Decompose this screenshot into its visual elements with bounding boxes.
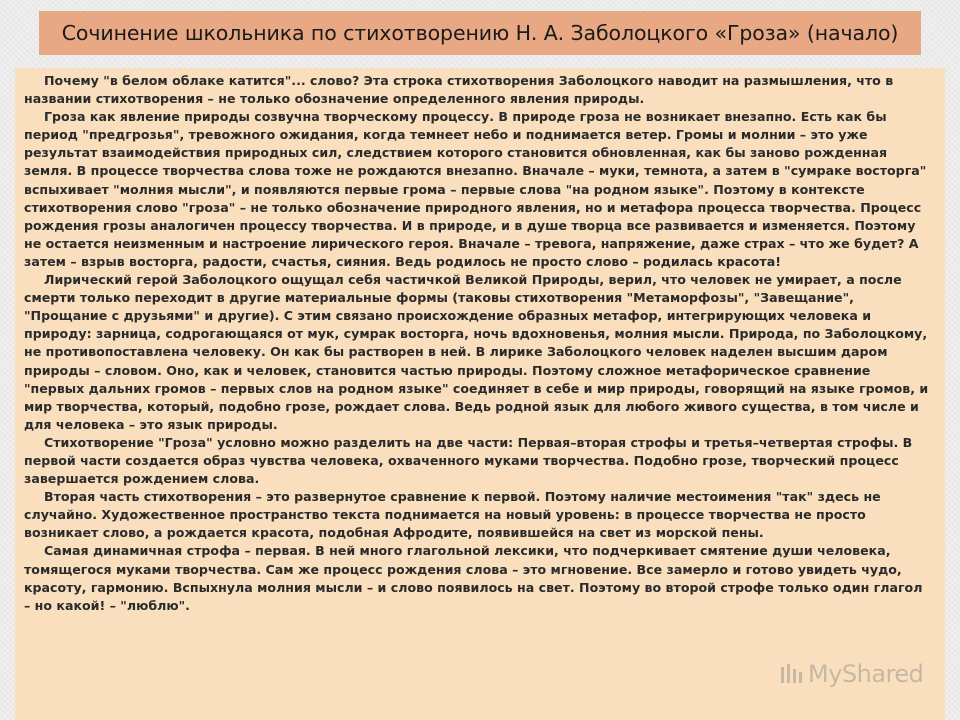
essay-paragraph: Гроза как явление природы созвучна творческому процессу. В природе гроза не возникает внезапно. Есть как бы период "предгрозья", тревожного ожидания, когда темнеет небо и поднимается ветер. Громы и молнии – это уже результат взаимодействия природных сил, следствием которого становится обновленная, как бы заново рожденная земля. В процессе творчества слова тоже не рождаются внезапно. Вначале – муки, темнота, а затем в "сумраке восторга" вспыхивает "молния мысли", и появляются первые грома – первые слова "на родном языке". Поэтому в контексте стихотворения слово "гроза" – не только обозначение природного явления, но и метафора процесса творчества. Процесс рождения грозы аналогичен процессу творчества. И в природе, и в душе творца все развивается и изменяется. Поэтому не остается неизменным и настроение лирического героя. Вначале – тревога, напряжение, даже страх – что же будет? А затем – взрыв восторга, радости, счастья, сияния. Ведь родилось не просто слово – родилась красота! bbox=[24, 109, 927, 269]
essay-text-block bbox=[15, 68, 945, 720]
essay-paragraph: Почему "в белом облаке катится"... слово? Эта строка стихотворения Заболоцкого наводит на размышления, что в названии стихотворения – не только обозначение определенного явления природы. bbox=[24, 73, 894, 107]
essay-paragraph: Самая динамичная строфа – первая. В ней много глагольной лексики, что подчеркивает смятение души человека, томящегося муками творчества. Сам же процесс рождения слова – это мгновение. Все замерло и готово увидеть чудо, красоту, гармонию. Вспыхнула молния мысли – и слово появилось на свет. Поэтому во второй строфе только один глагол – но какой! – "люблю". bbox=[24, 543, 923, 613]
essay-paragraph: Лирический герой Заболоцкого ощущал себя частичкой Великой Природы, верил, что человек не умирает, а после смерти только переходит в другие материальные формы (таковы стихотворения "Метаморфозы", "Завещание", "Прощание с друзьями" и другие). С этим связано происхождение образных метафор, интегрирующих человека и природу: зарница, содрогающаяся от мук, сумрак восторга, ночь вдохновенья, молния мысли. Природа, по Заболоцкому, не противопоставлена человеку. Он как бы растворен в ней. В лирике Заболоцкого человек наделен высшим даром природы – словом. Оно, как и человек, становится частью природы. Поэтому сложное метафорическое сравнение "первых дальних громов – первых слов на родном языке" соединяет в себе и мир природы, говорящий на языке громов, и мир творчества, который, подобно грозе, рождает слова. Ведь родной язык для любого живого существа, в том числе и для человека – это язык природы. bbox=[24, 272, 929, 432]
essay-paragraph: Вторая часть стихотворения – это развернутое сравнение к первой. Поэтому наличие местоимения "так" здесь не случайно. Художественное пространство текста поднимается на новый уровень: в процессе творчества не просто возникает слово, а рождается красота, подобная Афродите, появившейся на свет из морской пены. bbox=[24, 489, 881, 541]
essay-paragraph: Стихотворение "Гроза" условно можно разделить на две части: Первая–вторая строфы и третья–четвертая строфы. В первой части создается образ чувства человека, охваченного муками творчества. Подобно грозе, творческий процесс завершается рождением слова. bbox=[24, 434, 913, 487]
slide-title: Сочинение школьника по стихотворению Н. А. Заболоцкого «Гроза» (начало) bbox=[61, 21, 899, 45]
watermark-text: MyShared bbox=[808, 660, 924, 688]
slide-title-bar bbox=[39, 11, 921, 55]
myshared-watermark bbox=[778, 660, 923, 688]
myshared-logo-icon bbox=[778, 661, 804, 687]
